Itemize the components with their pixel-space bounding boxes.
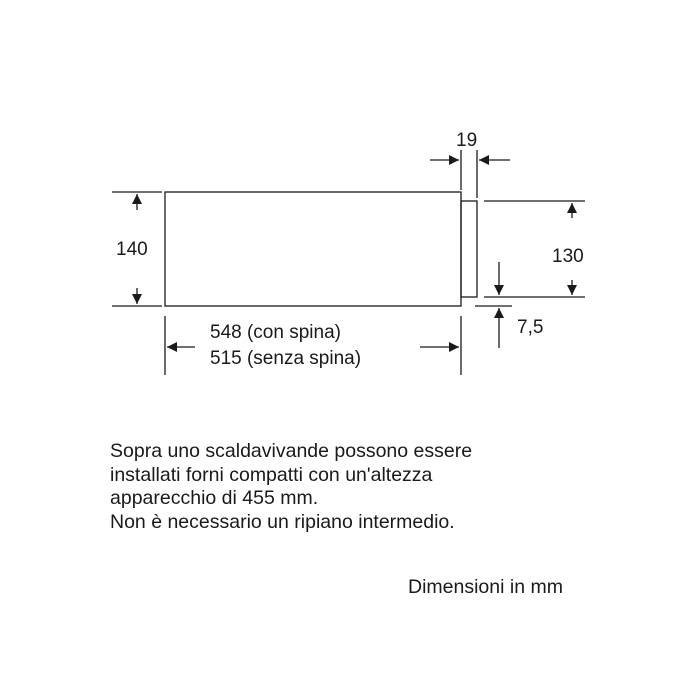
label-7-5: 7,5 — [517, 317, 544, 338]
note-line: Non è necessario un ripiano intermedio. — [110, 510, 455, 533]
appliance-body — [165, 192, 461, 306]
label-130: 130 — [552, 246, 584, 267]
dimension-19 — [430, 150, 510, 198]
note-line: Sopra uno scaldavivande possono essere — [110, 440, 473, 462]
units-label: Dimensioni in mm — [408, 576, 563, 598]
installation-note — [110, 440, 630, 534]
label-19: 19 — [456, 130, 478, 151]
note-line: apparecchio di 455 mm. — [110, 487, 319, 509]
appliance-front-panel — [461, 201, 477, 297]
label-width-with-plug: 548 (con spina) — [210, 322, 341, 343]
note-line: installati forni compatti con un'altezza — [110, 463, 433, 486]
label-width-without-plug: 515 (senza spina) — [210, 348, 362, 369]
label-140: 140 — [116, 239, 148, 260]
dimension-7-5 — [475, 262, 512, 348]
